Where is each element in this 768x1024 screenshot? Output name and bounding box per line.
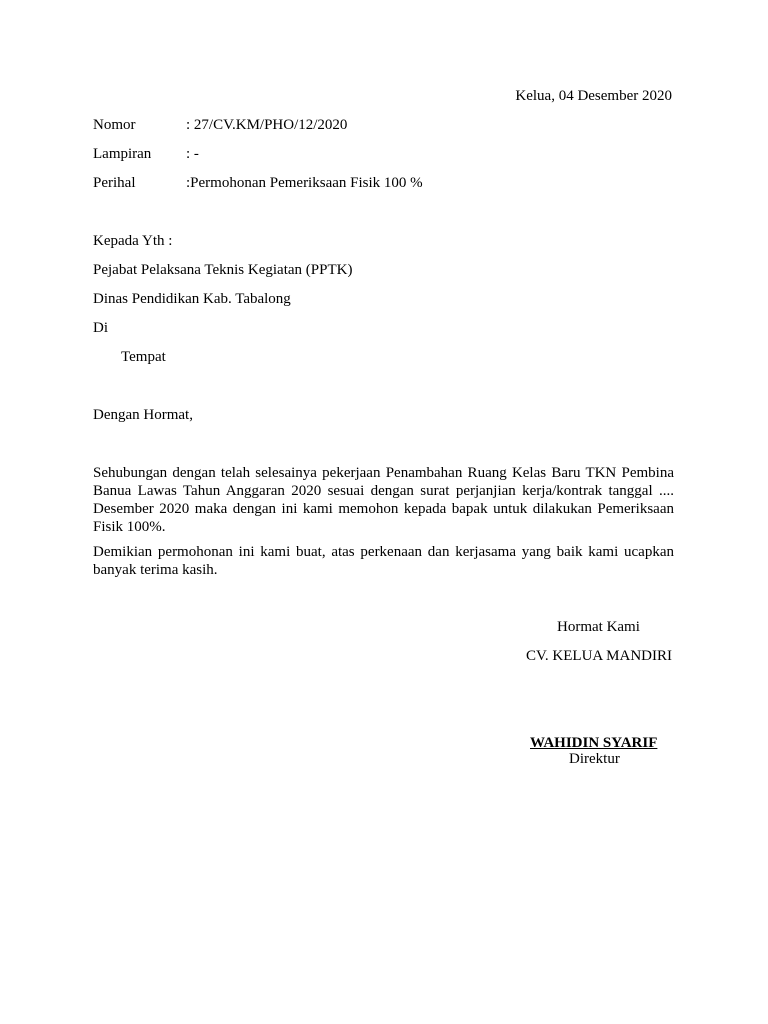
letter-date: Kelua, 04 Desember 2020 <box>515 88 672 104</box>
signer-name: WAHIDIN SYARIF <box>530 735 658 751</box>
recipient-line-4: Tempat <box>121 349 166 365</box>
meta-label-lampiran: Lampiran <box>93 146 152 162</box>
greeting: Dengan Hormat, <box>93 407 193 423</box>
meta-label-perihal: Perihal <box>93 175 136 191</box>
closing-text: Hormat Kami <box>557 619 640 635</box>
meta-value-lampiran: : - <box>186 146 199 162</box>
meta-value-perihal: :Permohonan Pemeriksaan Fisik 100 % <box>186 175 423 191</box>
meta-label-nomor: Nomor <box>93 117 136 133</box>
recipient-line-3: Di <box>93 320 108 336</box>
company-name: CV. KELUA MANDIRI <box>526 648 672 664</box>
body-paragraph-1: Sehubungan dengan telah selesainya pekerjaan Penambahan Ruang Kelas Baru TKN Pembina Banua Lawas Tahun Anggaran 2020 sesuai dengan surat perjanjian kerja/kontrak tanggal .... Desember 2020 maka dengan ini kami memohon kepada bapak untuk dilakukan Pemeriksaan Fisik 100%. <box>93 465 674 535</box>
recipient-line-2: Dinas Pendidikan Kab. Tabalong <box>93 291 291 307</box>
recipient-line-1: Pejabat Pelaksana Teknis Kegiatan (PPTK) <box>93 262 353 278</box>
meta-value-nomor: : 27/CV.KM/PHO/12/2020 <box>186 117 348 133</box>
body-paragraph-2: Demikian permohonan ini kami buat, atas perkenaan dan kerjasama yang baik kami ucapkan banyak terima kasih. <box>93 544 674 578</box>
recipient-salutation: Kepada Yth : <box>93 233 173 249</box>
signer-title: Direktur <box>569 751 620 767</box>
